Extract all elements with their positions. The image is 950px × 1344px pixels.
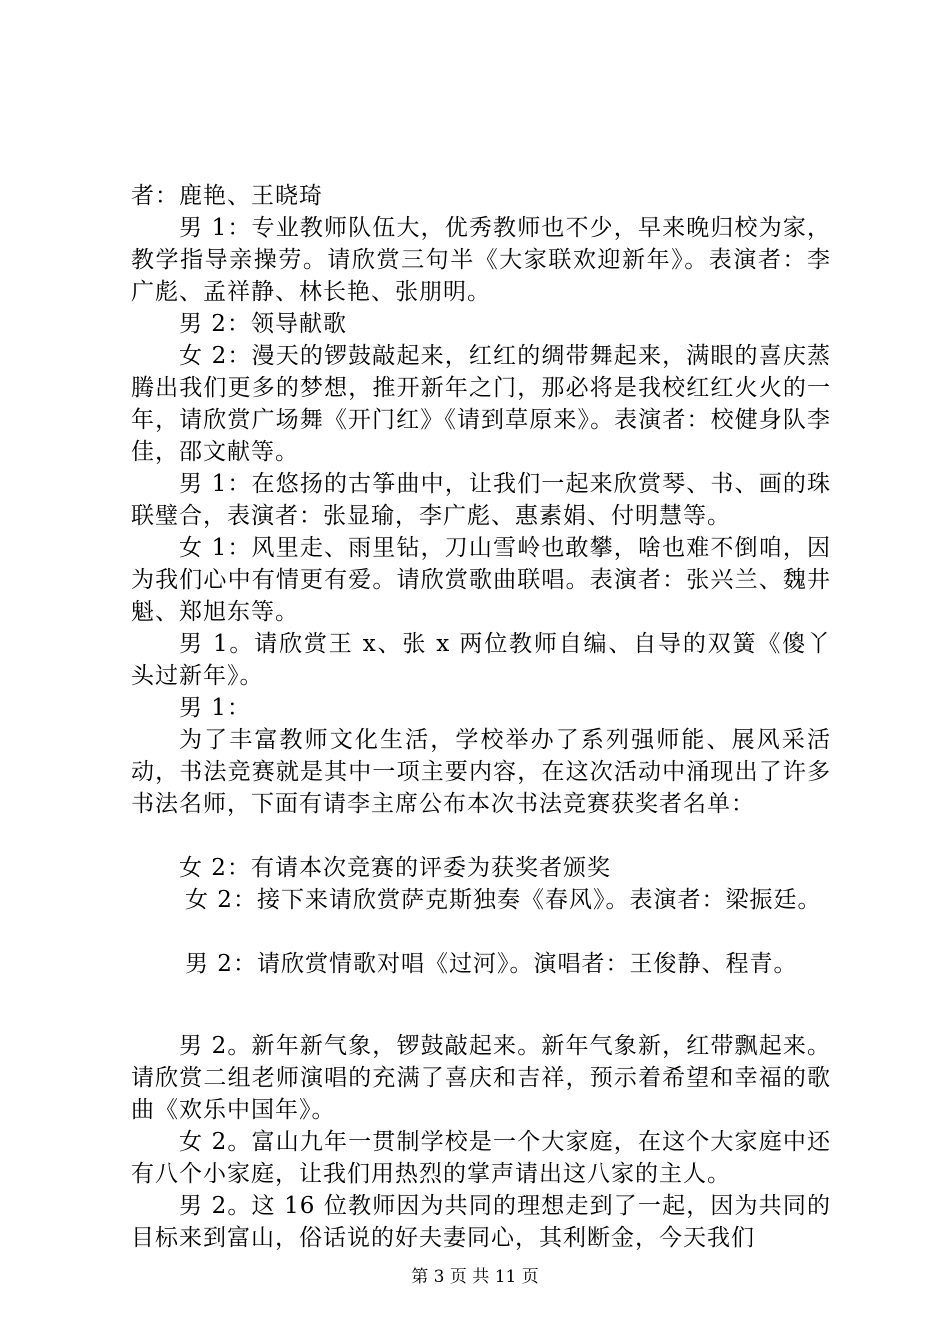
paragraph: 男 2：领导献歌 (179, 311, 347, 337)
paragraph: 男 1：在悠扬的古筝曲中，让我们一起来欣赏琴、书、画的珠联璧合，表演者：张显瑜，李广彪、惠素娟、付明慧等。 (131, 471, 831, 529)
paragraph: 男 1： (179, 695, 251, 721)
page-number-footer: 第 3 页 共 11 页 (411, 1267, 539, 1287)
paragraph: 为了丰富教师文化生活，学校举办了系列强师能、展风采活动，书法竞赛就是其中一项主要内容，在这次活动中涌现出了许多书法名师，下面有请李主席公布本次书法竞赛获奖者名单： (131, 727, 831, 817)
paragraph: 男 2。这 16 位教师因为共同的理想走到了一起，因为共同的目标来到富山，俗话说的好夫妻同心，其利断金，今天我们 (131, 1193, 831, 1251)
paragraph: 女 2：有请本次竞赛的评委为获奖者颁奖 (179, 855, 611, 881)
paragraph: 女 2：接下来请欣赏萨克斯独奏《春风》。表演者：梁振廷。 (185, 887, 822, 913)
paragraph: 女 2：漫天的锣鼓敲起来，红红的绸带舞起来，满眼的喜庆蒸腾出我们更多的梦想，推开新年之门，那必将是我校红红火火的一年，请欣赏广场舞《开门红》《请到草原来》。表演者：校健身队李佳，邵文献等。 (131, 343, 831, 465)
paragraph: 男 1：专业教师队伍大，优秀教师也不少，早来晚归校为家，教学指导亲操劳。请欣赏三句半《大家联欢迎新年》。表演者：李广彪、孟祥静、林长艳、张朋明。 (131, 215, 831, 305)
paragraph: 者：鹿艳、王晓琦 (131, 183, 323, 209)
paragraph: 女 1：风里走、雨里钻，刀山雪岭也敢攀，啥也难不倒咱，因为我们心中有情更有爱。请欣赏歌曲联唱。表演者：张兴兰、魏井魁、郑旭东等。 (131, 535, 831, 625)
paragraph: 男 2。新年新气象，锣鼓敲起来。新年气象新，红带飘起来。请欣赏二组老师演唱的充满了喜庆和吉祥，预示着希望和幸福的歌曲《欢乐中国年》。 (131, 1033, 831, 1123)
paragraph: 男 1。请欣赏王 x、张 x 两位教师自编、自导的双簧《傻丫头过新年》。 (131, 631, 831, 689)
paragraph: 女 2。富山九年一贯制学校是一个大家庭，在这个大家庭中还有八个小家庭，让我们用热烈的掌声请出这八家的主人。 (131, 1129, 831, 1187)
paragraph: 男 2：请欣赏情歌对唱《过河》。演唱者：王俊静、程青。 (185, 951, 798, 977)
